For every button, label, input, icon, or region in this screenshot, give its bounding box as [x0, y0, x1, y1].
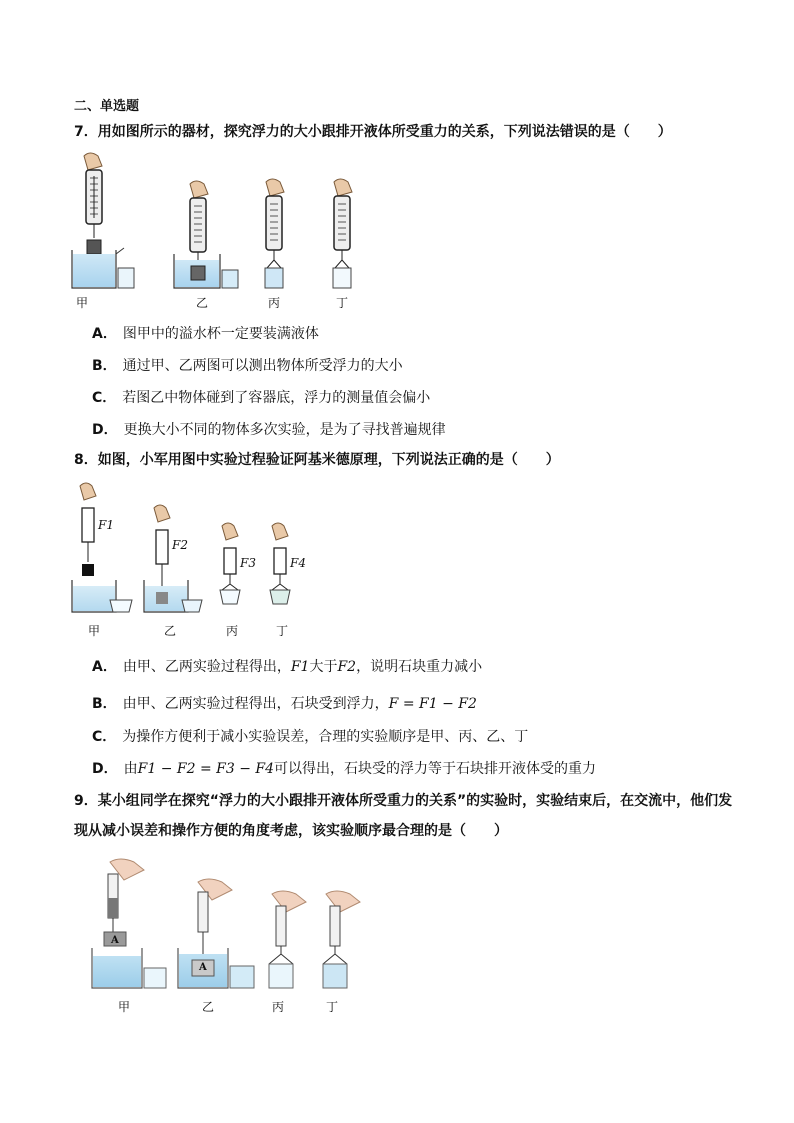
q9-stem-line2: 现从减小误差和操作方便的角度考虑，该实验顺序最合理的是（ ） — [74, 823, 508, 839]
q7-option-d: D． 更换大小不同的物体多次实验，是为了寻找普遍规律 — [92, 422, 446, 438]
q8-force-f3: F3 — [240, 556, 256, 570]
q7-label-jia: 甲 — [76, 296, 89, 310]
q7-setup-bing — [265, 179, 284, 288]
q8-label-ding: 丁 — [276, 624, 289, 638]
q9-block-a-submerged: A — [199, 962, 207, 973]
q7-option-b: B． 通过甲、乙两图可以测出物体所受浮力的大小 — [92, 358, 403, 374]
q7-figure — [66, 150, 366, 310]
q9-label-jia: 甲 — [118, 1000, 131, 1014]
q8-force-f4: F4 — [290, 556, 306, 570]
q8-option-b: B． 由甲、乙两实验过程得出，石块受到浮力，F = F1 − F2 — [92, 696, 477, 712]
q7-option-a: A． 图甲中的溢水杯一定要装满液体 — [92, 326, 319, 342]
q8-force-f2: F2 — [172, 538, 188, 552]
q8-label-yi: 乙 — [164, 624, 177, 638]
section-title: 二、单选题 — [74, 99, 140, 114]
q8-option-c: C． 为操作方便利于减小实验误差，合理的实验顺序是甲、丙、乙、丁 — [92, 729, 529, 745]
q9-label-yi: 乙 — [202, 1000, 215, 1014]
q8-force-f1: F1 — [98, 518, 114, 532]
q7-setup-yi — [174, 181, 238, 288]
q7-label-yi: 乙 — [196, 296, 209, 310]
q9-label-bing: 丙 — [272, 1000, 285, 1014]
q8-option-a: A． 由甲、乙两实验过程得出，F1大于F2，说明石块重力减小 — [92, 659, 483, 675]
q8-label-jia: 甲 — [88, 624, 101, 638]
q9-stem-line1: 9．某小组同学在探究“浮力的大小跟排开液体所受重力的关系”的实验时，实验结束后，在交流中，他们发 — [74, 793, 733, 809]
q9-label-ding: 丁 — [326, 1000, 339, 1014]
q8-label-bing: 丙 — [226, 624, 239, 638]
q9-figure — [86, 852, 376, 1012]
q7-setup-jia — [72, 153, 134, 288]
q7-setup-ding — [333, 179, 352, 288]
q8-option-d: D． 由F1 − F2 = F3 − F4可以得出，石块受的浮力等于石块排开液体受的重力 — [92, 761, 597, 777]
q9-block-a-top: A — [111, 935, 119, 946]
q7-label-ding: 丁 — [336, 296, 349, 310]
q7-stem: 7．用如图所示的器材，探究浮力的大小跟排开液体所受重力的关系，下列说法错误的是（ ） — [74, 124, 672, 140]
q8-figure — [66, 480, 326, 638]
q7-option-c: C． 若图乙中物体碰到了容器底，浮力的测量值会偏小 — [92, 390, 431, 406]
q8-stem: 8．如图，小军用图中实验过程验证阿基米德原理，下列说法正确的是（ ） — [74, 452, 560, 468]
q7-label-bing: 丙 — [268, 296, 281, 310]
